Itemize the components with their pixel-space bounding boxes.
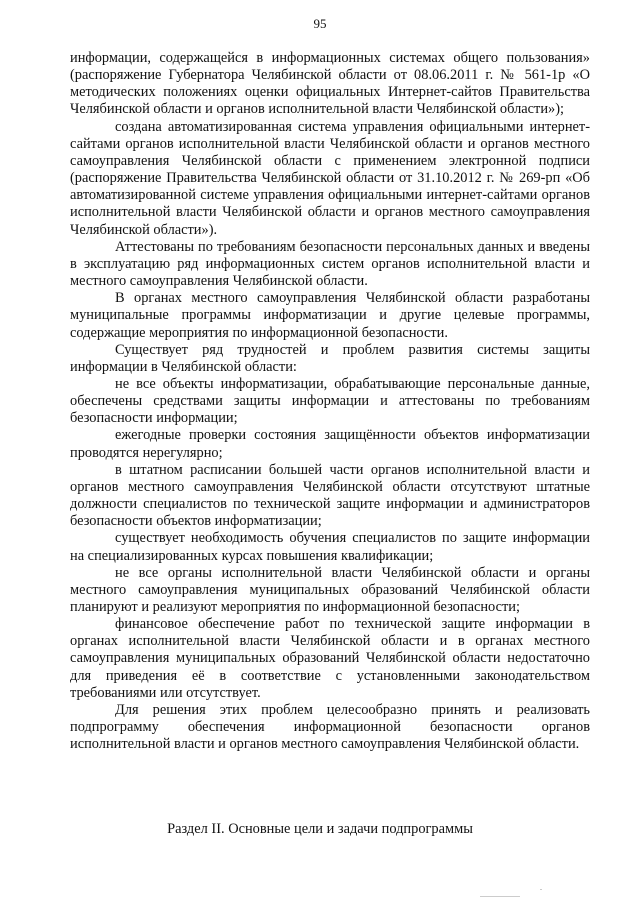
- paragraph-problem-protection: не все объекты информатизации, обрабатывающие персональные данные, обеспечены средствами защиты информации и аттестованы по требованиям безопасности информации;: [70, 375, 590, 427]
- paragraph-problem-planning: не все органы исполнительной власти Челябинской области и органы местного самоуправления муниципальных образований Челябинской области планируют и реализуют мероприятия по информационной безопасности;: [70, 564, 590, 615]
- scan-mark: .: [540, 883, 542, 892]
- scan-artifact-line: [480, 896, 520, 897]
- paragraph-solution: Для решения этих проблем целесообразно принять и реализовать подпрограмму обеспечения информационной безопасности органов исполнительной власти и органов местного самоуправления Челябинской области.: [70, 701, 590, 753]
- paragraph-continuation: информации, содержащейся в информационных системах общего пользования» (распоряжение Губернатора Челябинской области от 08.06.2011 г. № 561-1р «О методических положениях оценки официальных Интернет-сайтов Правительства Челябинской области и органов исполнительной власти Челябинской области»);: [70, 50, 590, 118]
- paragraph-certified-systems: Аттестованы по требованиям безопасности персональных данных и введены в эксплуатацию ряд информационных систем органов исполнительной власти и местного самоуправления Челябинской области.: [70, 238, 590, 290]
- paragraph-problems-intro: Существует ряд трудностей и проблем развития системы защиты информации в Челябинской области:: [70, 341, 590, 375]
- page-number: 95: [313, 16, 327, 31]
- paragraph-problem-funding: финансовое обеспечение работ по технической защите информации в органах исполнительной власти Челябинской области и в органах местного самоуправления муниципальных образований Челябинской области недостаточно для приведения её в соответствие с установленными законодательством требованиями или отсутствует.: [70, 616, 590, 701]
- paragraph-problem-training: существует необходимость обучения специалистов по защите информации на специализированных курсах повышения квалификации;: [70, 530, 590, 564]
- section-heading: Раздел II. Основные цели и задачи подпрограммы: [167, 821, 473, 837]
- paragraph-auto-system: создана автоматизированная система управления официальными интернет-сайтами органов исполнительной власти Челябинской области и органов местного самоуправления Челябинской области с применением электронной подписи (распоряжение Правительства Челябинской области от 31.10.2012 г. № 269-рп «Об автоматизированной системе управления официальными интернет-сайтами органов исполнительной власти Челябинской области и органов местного самоуправления Челябинской области»).: [70, 118, 590, 238]
- body-text: [70, 50, 590, 753]
- paragraph-problem-inspections: ежегодные проверки состояния защищённости объектов информатизации проводятся нерегулярно;: [70, 427, 590, 461]
- paragraph-municipal-programs: В органах местного самоуправления Челябинской области разработаны муниципальные программы информатизации и другие целевые программы, содержащие мероприятия по информационной безопасности.: [70, 290, 590, 341]
- paragraph-problem-staffing: в штатном расписании большей части органов исполнительной власти и органов местного самоуправления Челябинской области отсутствуют штатные должности специалистов по технической защите информации и администраторов безопасности объектов информатизации;: [70, 461, 590, 530]
